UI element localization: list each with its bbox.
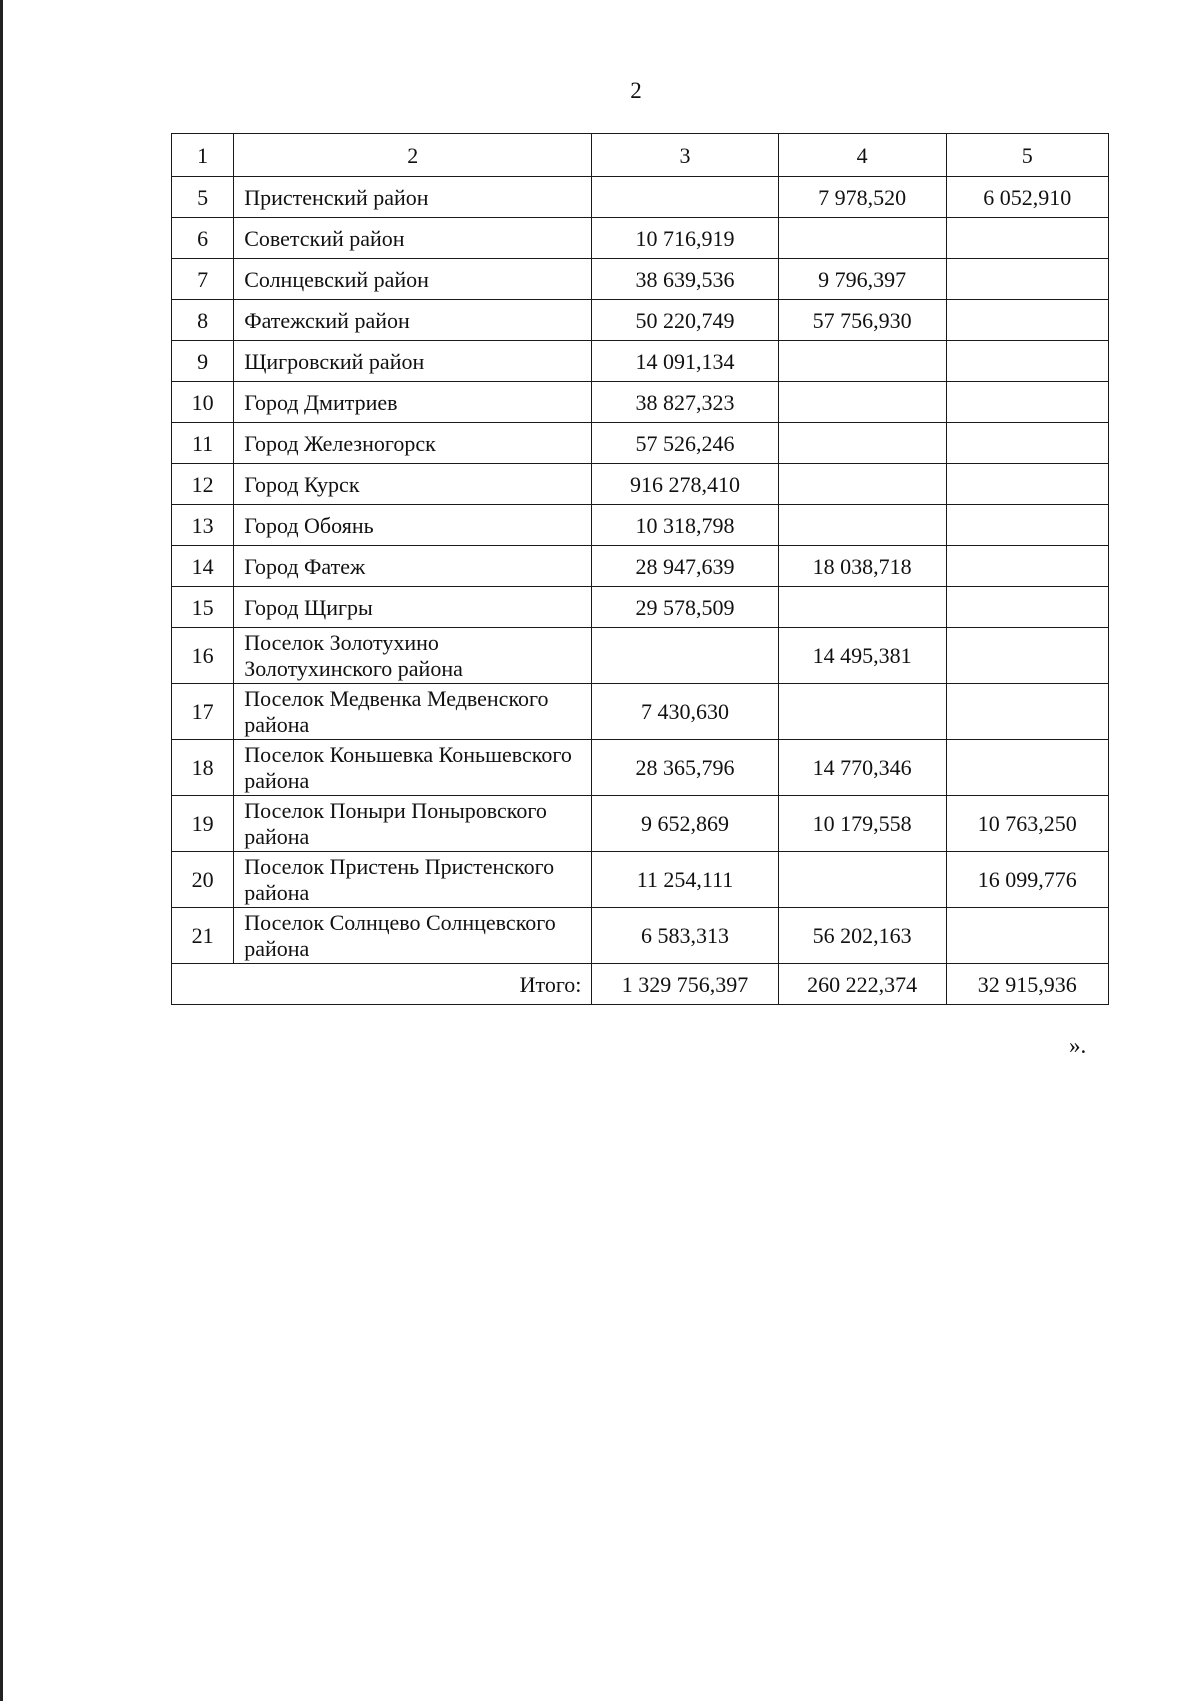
column-3-value-cell: 38 827,323 bbox=[592, 382, 778, 423]
allocation-table bbox=[171, 133, 1109, 1005]
column-4-value-cell bbox=[778, 341, 946, 382]
column-3-value-cell: 11 254,111 bbox=[592, 852, 778, 908]
column-4-value-cell: 18 038,718 bbox=[778, 546, 946, 587]
table-row bbox=[172, 464, 1109, 505]
row-number-cell: 21 bbox=[172, 908, 234, 964]
column-4-value-cell bbox=[778, 423, 946, 464]
municipality-name-cell: Поселок Поныри Поныровского района bbox=[234, 796, 592, 852]
column-3-value-cell bbox=[592, 628, 778, 684]
column-3-value-cell: 10 318,798 bbox=[592, 505, 778, 546]
column-3-value-cell: 57 526,246 bbox=[592, 423, 778, 464]
table-row bbox=[172, 684, 1109, 740]
column-5-value-cell bbox=[946, 908, 1108, 964]
column-4-value-cell bbox=[778, 218, 946, 259]
table-row bbox=[172, 505, 1109, 546]
row-number-cell: 6 bbox=[172, 218, 234, 259]
column-3-value-cell: 14 091,134 bbox=[592, 341, 778, 382]
table-row bbox=[172, 218, 1109, 259]
column-3-value-cell: 9 652,869 bbox=[592, 796, 778, 852]
column-4-value-cell: 56 202,163 bbox=[778, 908, 946, 964]
municipality-name-cell: Поселок Медвенка Медвенского района bbox=[234, 684, 592, 740]
table-row bbox=[172, 740, 1109, 796]
municipality-name-cell: Поселок Солнцево Солнцевского района bbox=[234, 908, 592, 964]
municipality-name-cell: Поселок Пристень Пристенского района bbox=[234, 852, 592, 908]
column-4-value-cell: 57 756,930 bbox=[778, 300, 946, 341]
column-3-value-cell: 916 278,410 bbox=[592, 464, 778, 505]
table-row bbox=[172, 177, 1109, 218]
row-number-cell: 10 bbox=[172, 382, 234, 423]
header-cell-5: 5 bbox=[946, 134, 1108, 177]
table-row bbox=[172, 628, 1109, 684]
column-5-value-cell bbox=[946, 464, 1108, 505]
row-number-cell: 12 bbox=[172, 464, 234, 505]
column-5-value-cell bbox=[946, 300, 1108, 341]
table-row bbox=[172, 587, 1109, 628]
row-number-cell: 20 bbox=[172, 852, 234, 908]
row-number-cell: 16 bbox=[172, 628, 234, 684]
column-3-value-cell: 7 430,630 bbox=[592, 684, 778, 740]
total-row bbox=[172, 964, 1109, 1005]
municipality-name-cell: Город Щигры bbox=[234, 587, 592, 628]
municipality-name-cell: Фатежский район bbox=[234, 300, 592, 341]
column-4-value-cell bbox=[778, 464, 946, 505]
column-4-value-cell: 10 179,558 bbox=[778, 796, 946, 852]
table-row bbox=[172, 908, 1109, 964]
page-edge bbox=[0, 0, 3, 1701]
table-row bbox=[172, 341, 1109, 382]
row-number-cell: 13 bbox=[172, 505, 234, 546]
row-number-cell: 11 bbox=[172, 423, 234, 464]
header-cell-1: 1 bbox=[172, 134, 234, 177]
table-row bbox=[172, 382, 1109, 423]
table-row bbox=[172, 259, 1109, 300]
column-5-value-cell bbox=[946, 587, 1108, 628]
table-row bbox=[172, 796, 1109, 852]
column-5-value-cell: 10 763,250 bbox=[946, 796, 1108, 852]
row-number-cell: 19 bbox=[172, 796, 234, 852]
page-number: 2 bbox=[630, 78, 642, 103]
column-5-value-cell bbox=[946, 341, 1108, 382]
column-5-value-cell: 16 099,776 bbox=[946, 852, 1108, 908]
municipality-name-cell: Поселок Коньшевка Коньшевского района bbox=[234, 740, 592, 796]
row-number-cell: 5 bbox=[172, 177, 234, 218]
municipality-name-cell: Советский район bbox=[234, 218, 592, 259]
table-header-row bbox=[172, 134, 1109, 177]
column-4-value-cell bbox=[778, 505, 946, 546]
column-4-value-cell: 14 495,381 bbox=[778, 628, 946, 684]
closing-quote-mark: ». bbox=[1069, 1033, 1087, 1058]
municipality-name-cell: Город Железногорск bbox=[234, 423, 592, 464]
row-number-cell: 17 bbox=[172, 684, 234, 740]
row-number-cell: 8 bbox=[172, 300, 234, 341]
column-5-value-cell bbox=[946, 628, 1108, 684]
header-cell-4: 4 bbox=[778, 134, 946, 177]
row-number-cell: 7 bbox=[172, 259, 234, 300]
column-5-value-cell bbox=[946, 684, 1108, 740]
table-row bbox=[172, 546, 1109, 587]
table-row bbox=[172, 300, 1109, 341]
total-column-4-cell: 260 222,374 bbox=[778, 964, 946, 1005]
row-number-cell: 18 bbox=[172, 740, 234, 796]
municipality-name-cell: Солнцевский район bbox=[234, 259, 592, 300]
column-3-value-cell: 38 639,536 bbox=[592, 259, 778, 300]
column-5-value-cell bbox=[946, 740, 1108, 796]
municipality-name-cell: Щигровский район bbox=[234, 341, 592, 382]
column-4-value-cell bbox=[778, 852, 946, 908]
column-3-value-cell: 50 220,749 bbox=[592, 300, 778, 341]
header-cell-2: 2 bbox=[234, 134, 592, 177]
total-column-3-cell: 1 329 756,397 bbox=[592, 964, 778, 1005]
municipality-name-cell: Город Обоянь bbox=[234, 505, 592, 546]
row-number-cell: 14 bbox=[172, 546, 234, 587]
column-5-value-cell bbox=[946, 382, 1108, 423]
column-5-value-cell bbox=[946, 259, 1108, 300]
column-5-value-cell bbox=[946, 218, 1108, 259]
column-5-value-cell bbox=[946, 505, 1108, 546]
total-label-cell: Итого: bbox=[172, 964, 592, 1005]
municipality-name-cell: Поселок Золотухино Золотухинского района bbox=[234, 628, 592, 684]
municipality-name-cell: Город Фатеж bbox=[234, 546, 592, 587]
column-3-value-cell: 28 365,796 bbox=[592, 740, 778, 796]
column-3-value-cell: 28 947,639 bbox=[592, 546, 778, 587]
column-4-value-cell: 7 978,520 bbox=[778, 177, 946, 218]
total-column-5-cell: 32 915,936 bbox=[946, 964, 1108, 1005]
column-3-value-cell: 29 578,509 bbox=[592, 587, 778, 628]
table-row bbox=[172, 852, 1109, 908]
column-3-value-cell: 10 716,919 bbox=[592, 218, 778, 259]
municipality-name-cell: Город Курск bbox=[234, 464, 592, 505]
column-5-value-cell bbox=[946, 546, 1108, 587]
column-5-value-cell: 6 052,910 bbox=[946, 177, 1108, 218]
column-5-value-cell bbox=[946, 423, 1108, 464]
column-4-value-cell: 14 770,346 bbox=[778, 740, 946, 796]
table-body bbox=[172, 134, 1109, 1005]
row-number-cell: 9 bbox=[172, 341, 234, 382]
municipality-name-cell: Пристенский район bbox=[234, 177, 592, 218]
column-3-value-cell: 6 583,313 bbox=[592, 908, 778, 964]
column-4-value-cell bbox=[778, 684, 946, 740]
municipality-name-cell: Город Дмитриев bbox=[234, 382, 592, 423]
column-4-value-cell: 9 796,397 bbox=[778, 259, 946, 300]
column-4-value-cell bbox=[778, 382, 946, 423]
row-number-cell: 15 bbox=[172, 587, 234, 628]
table-row bbox=[172, 423, 1109, 464]
column-3-value-cell bbox=[592, 177, 778, 218]
header-cell-3: 3 bbox=[592, 134, 778, 177]
column-4-value-cell bbox=[778, 587, 946, 628]
